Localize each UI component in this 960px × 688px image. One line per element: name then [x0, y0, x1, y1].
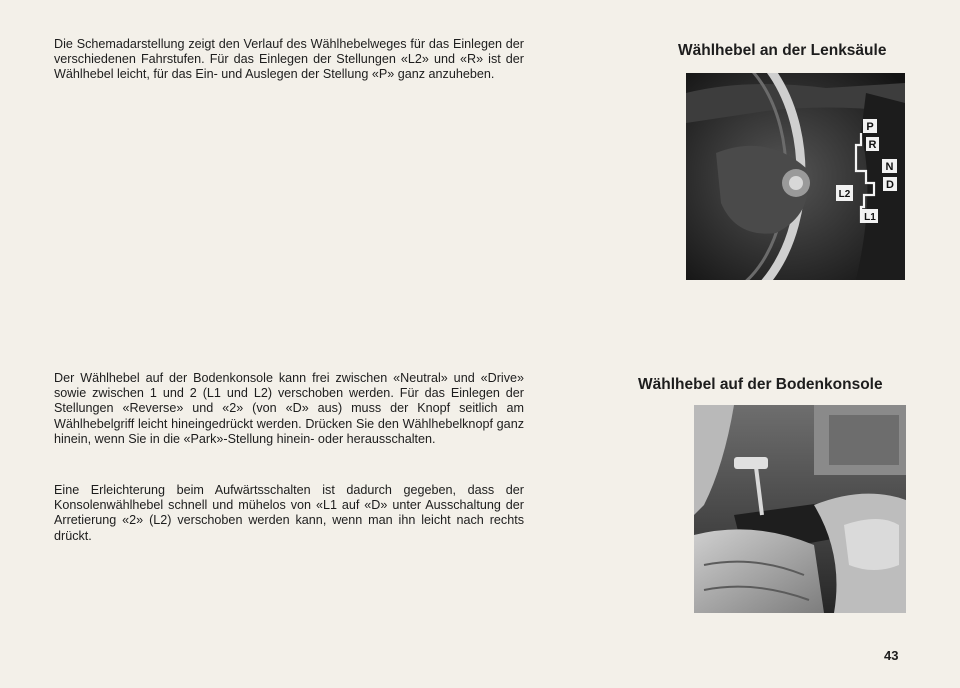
floor-console-photo-illustration — [694, 405, 906, 613]
photo-floor-console-selector — [694, 405, 906, 613]
gear-label-p: P — [866, 121, 874, 133]
paragraph-gear-diagram: Die Schemadarstellung zeigt den Verlauf des Wählhebelweges für das Einlegen der verschiedenen Fahrstufen. Für das Einlegen der Stellungen «L2» und «R» ist der Wählhebel leicht, für das Ein- und Auslegen der Stellung «P» ganz anzuheben. — [54, 37, 524, 82]
paragraph-upshift: Eine Erleichterung beim Aufwärtsschalten ist dadurch gegeben, dass der Konsolenwählhebel schnell und mühelos von «L1 auf «D» unter Ausschaltung der Arretierung «2» (L2) verschoben werden kann, wenn man ihn leicht nach rechts drückt. — [54, 483, 524, 543]
gear-label-d: D — [886, 179, 894, 191]
gear-label-n: N — [885, 161, 894, 173]
gear-label-r: R — [868, 139, 877, 151]
gear-label-l1: L1 — [864, 212, 876, 223]
photo-steering-column-selector — [686, 73, 905, 280]
steering-column-photo-illustration — [686, 73, 905, 280]
gear-label-l2: L2 — [838, 189, 851, 200]
page-number: 43 — [884, 648, 899, 663]
heading-steering-column: Wählhebel an der Lenksäule — [678, 42, 887, 59]
heading-floor-console: Wählhebel auf der Bodenkonsole — [638, 376, 883, 393]
paragraph-floor-console: Der Wählhebel auf der Bodenkonsole kann frei zwischen «Neutral» und «Drive» sowie zwischen 1 und 2 (L1 und L2) verschoben werden. Für das Einlegen der Stellungen «Reverse» und «2» (von «D» aus) muss der Knopf seitlich am Wählhebelgriff leicht hineingedrückt werden. Drücken Sie den Wählhebelknopf ganz hinein, wenn Sie in die «Park»-Stellung hinein- oder herausschalten. — [54, 371, 524, 446]
